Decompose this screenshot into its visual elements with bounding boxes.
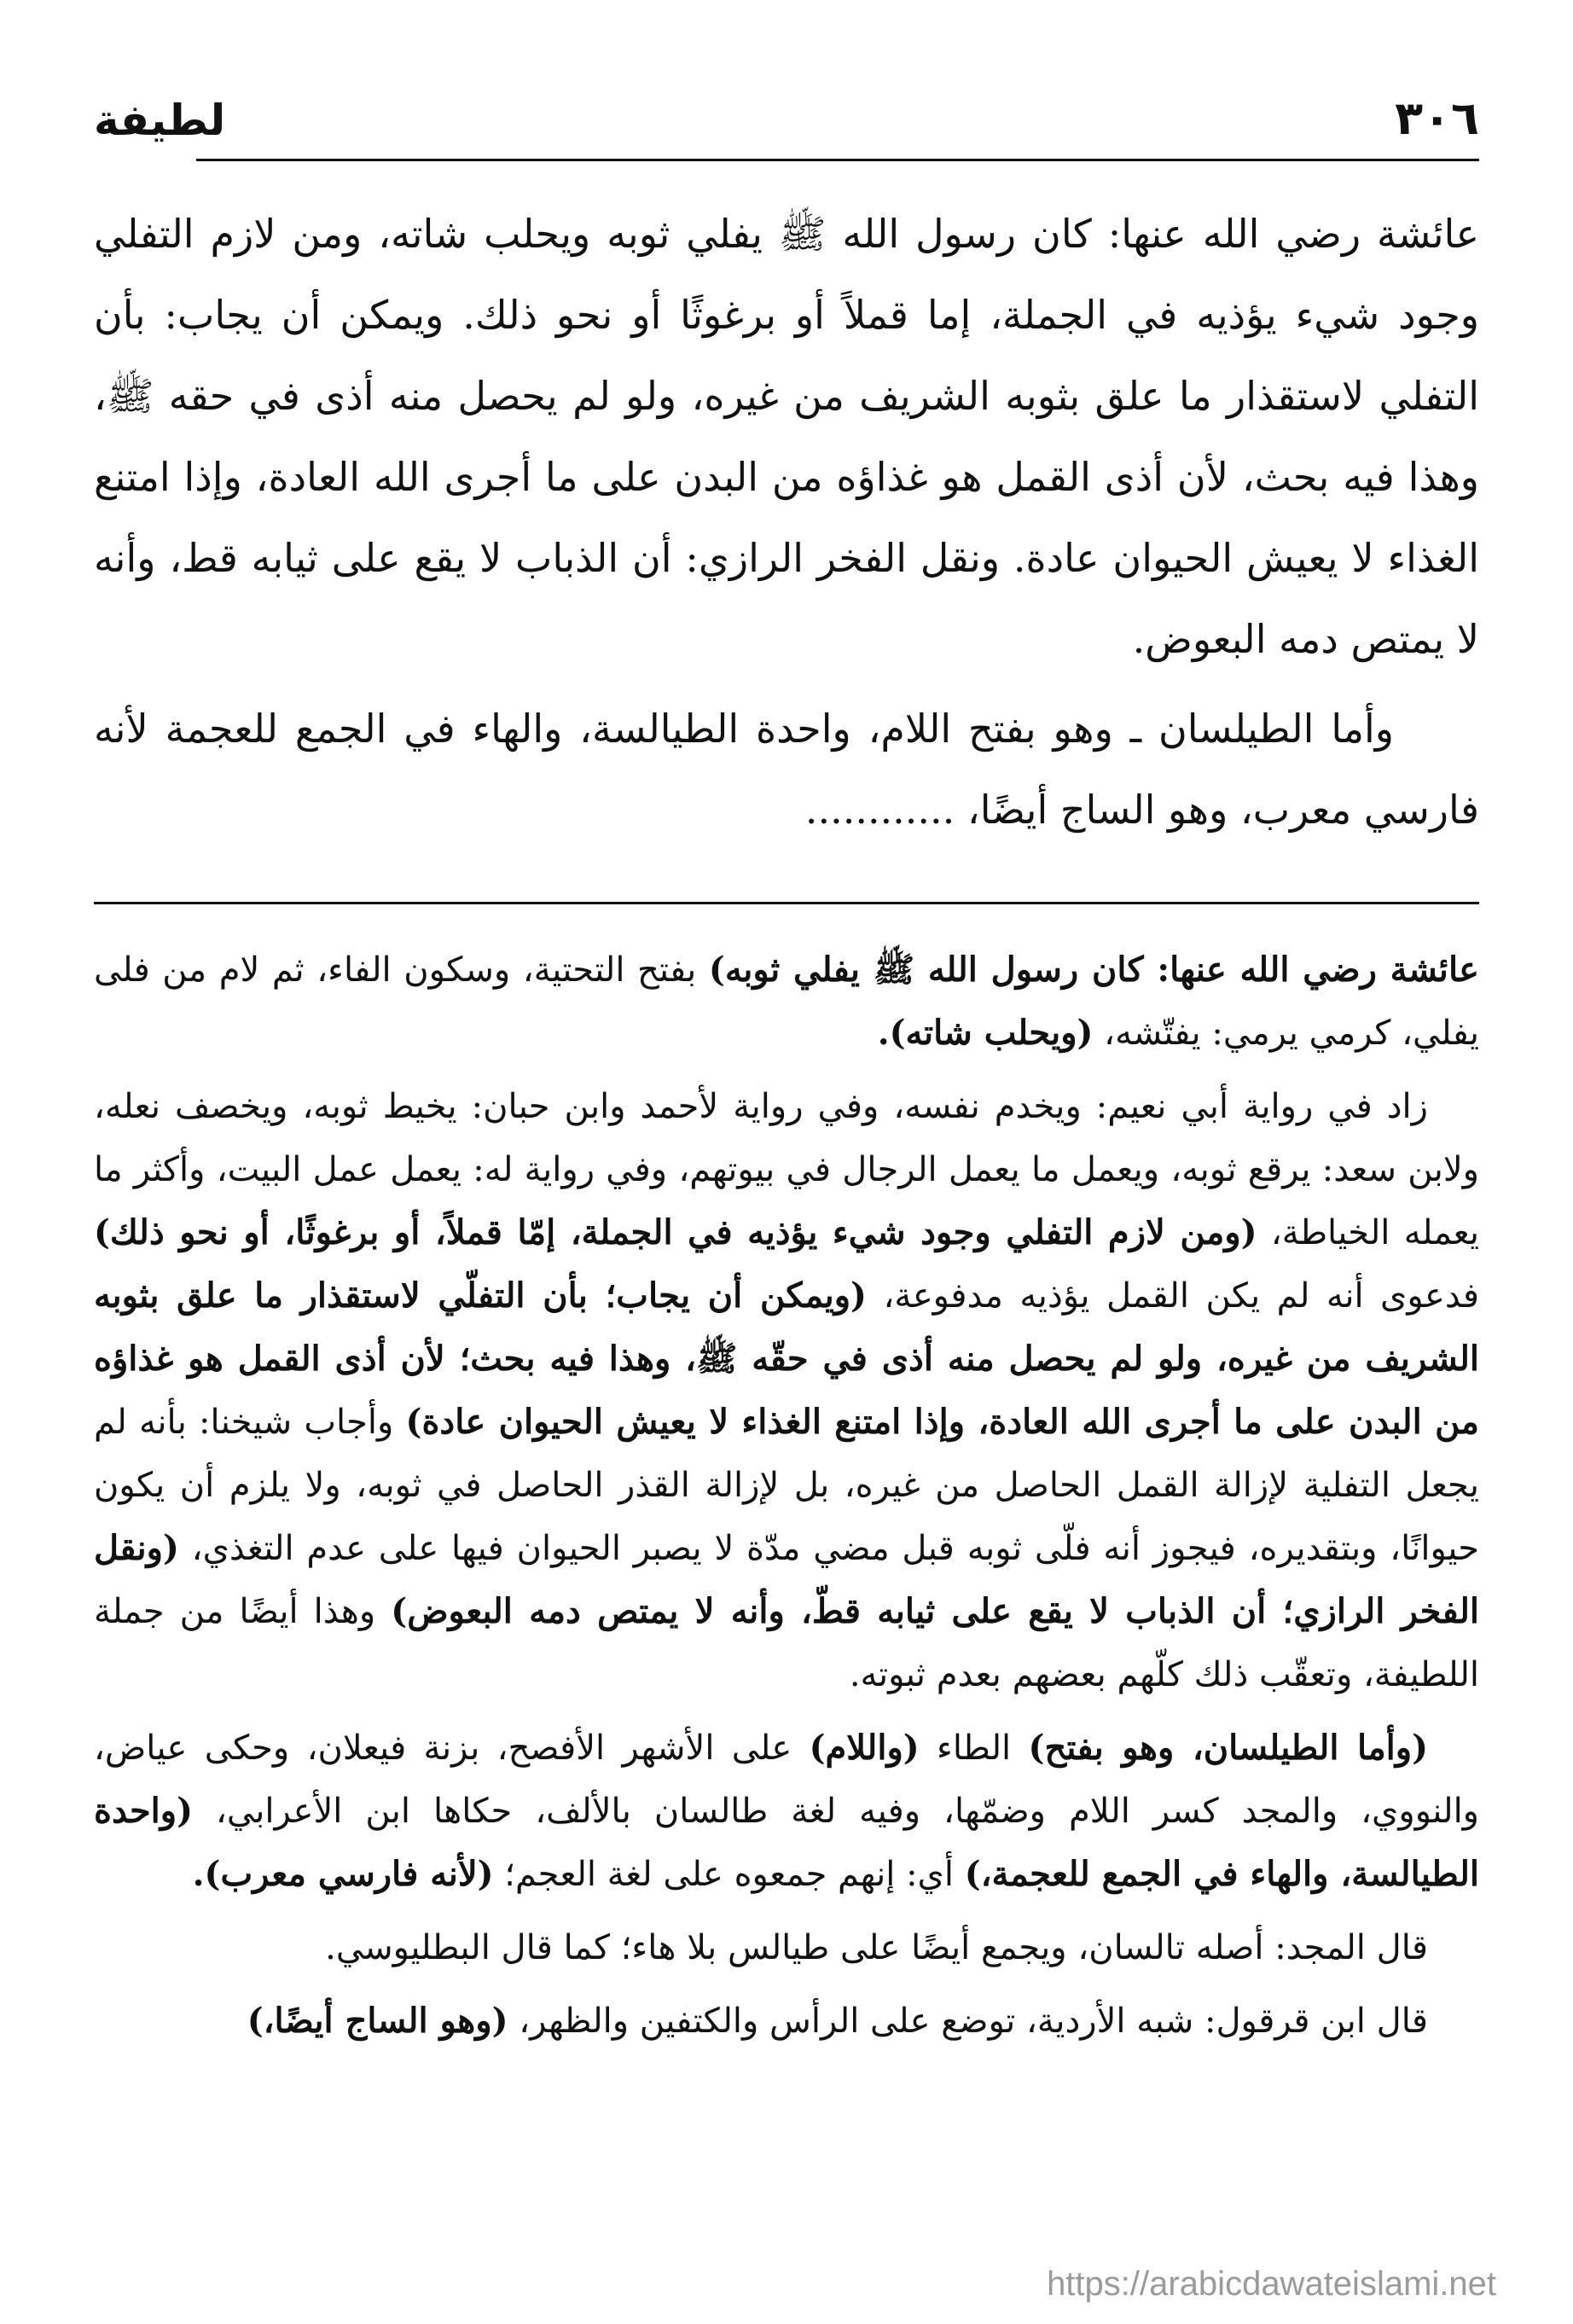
header-rule <box>196 159 1479 161</box>
quoted-matn: عائشة رضي الله عنها: كان رسول الله ﷺ يفلي ثوبه) <box>708 950 1479 990</box>
quoted-matn: (وهو الساج أيضًا،) <box>247 2001 508 2041</box>
quoted-matn: (واللام) <box>809 1728 920 1768</box>
commentary-span: قال ابن قرقول: شبه الأردية، توضع على الرأس والكتفين والظهر، <box>508 2002 1428 2041</box>
commentary-paragraph-5 <box>94 1990 1479 2053</box>
quoted-matn: (وأما الطيلسان، وهو بفتح) <box>1028 1728 1428 1768</box>
commentary-span: بفتح التحتية، وسكون الفاء، ثم لام من فلى يفلي، كرمي يرمي: يفتّشه، <box>94 950 1479 1053</box>
commentary-span: وأجاب شيخنا: بأنه لم يجعل التفلية لإزالة القمل الحاصل من غيره، بل لإزالة القذر الحاصل في ثوبه، ولا يلزم أن يكون حيوانًا، وبتقديره، فيجوز أنه فلّى ثوبه قبل مضي مدّة لا يصبر الحيوان فيها على عدم التغذي، <box>94 1403 1479 1568</box>
commentary-span: فدعوى أنه لم يكن القمل يؤذيه مدفوعة، <box>866 1276 1479 1316</box>
page-header <box>94 85 1479 145</box>
main-paragraph-2 <box>94 688 1479 851</box>
main-paragraph-1: عائشة رضي الله عنها: كان رسول الله ﷺ يفلي ثوبه ويحلب شاته، ومن لازم التفلي وجود شيء يؤذيه في الجملة، إما قملاً أو برغوثًا أو نحو ذلك. ويمكن أن يجاب: بأن التفلي لاستقذار ما علق بثوبه الشريف من غيره، ولو لم يحصل منه أذى في حقه ﷺ، وهذا فيه بحث، لأن أذى القمل هو غذاؤه من البدن على ما أجرى الله العادة، وإذا امتنع الغذاء لا يعيش الحيوان عادة. ونقل الفخر الرازي: أن الذباب لا يقع على ثيابه قط، وأنه لا يمتص دمه البعوض. <box>94 211 1479 662</box>
commentary-span: زاد في رواية أبي نعيم: ويخدم نفسه، وفي رواية لأحمد وابن حبان: يخيط ثوبه، ويخصف نعله، ولابن سعد: يرقع ثوبه، ويعمل ما يعمل الرجال في بيوتهم، وفي رواية له: يعمل عمل البيت، وأكثر ما يعمله الخياطة، <box>94 1087 1479 1252</box>
commentary-span: الطاء <box>919 1728 1029 1768</box>
main-paragraph-2-text: وأما الطيلسان ـ وهو بفتح اللام، واحدة الطيالسة، والهاء في الجمع للعجمة لأنه فارسي معرب، وهو الساج أيضًا، <box>94 706 1479 833</box>
quoted-matn: (ونقل الفخر الرازي؛ أن الذباب لا يقع على ثيابه قطّ، وأنه لا يمتص دمه البعوض) <box>94 1528 1480 1631</box>
commentary-paragraph-3 <box>94 1717 1479 1906</box>
commentary-text <box>94 938 1479 2053</box>
quoted-matn: (ويحلب شاته). <box>877 1013 1094 1053</box>
running-title: لطيفة <box>94 96 226 145</box>
page-number: ٣٠٦ <box>1395 91 1479 145</box>
commentary-separator <box>94 902 1479 904</box>
commentary-paragraph-4: قال المجد: أصله تالسان، ويجمع أيضًا على طيالس بلا هاء؛ كما قال البطليوسي. <box>325 1928 1428 1967</box>
continuation-dots: ............ <box>804 787 955 833</box>
quoted-matn: (لأنه فارسي معرب). <box>192 1854 494 1894</box>
commentary-span: أي: إنهم جمعوه على لغة العجم؛ <box>493 1855 965 1894</box>
commentary-paragraph-1 <box>94 938 1479 1065</box>
commentary-span: على الأشهر الأفصح، بزنة فيعلان، وحكى عياض، والنووي، والمجد كسر اللام وضمّها، وفيه لغة طالسان بالألف، حكاها ابن الأعرابي، <box>94 1728 1479 1831</box>
quoted-matn: (ويمكن أن يجاب؛ بأن التفلّي لاستقذار ما علق بثوبه الشريف من غيره، ولو لم يحصل منه أذى في حقّه ﷺ، وهذا فيه بحث؛ لأن أذى القمل هو غذاؤه من البدن على ما أجرى الله العادة، وإذا امتنع الغذاء لا يعيش الحيوان عادة) <box>94 1275 1479 1442</box>
main-text <box>94 194 1479 851</box>
commentary-paragraph-2 <box>94 1075 1479 1706</box>
commentary-span: وهذا أيضًا من جملة اللطيفة، وتعقّب ذلك كلّهم بعضهم بعدم ثبوته. <box>94 1592 1479 1694</box>
quoted-matn: (ومن لازم التفلي وجود شيء يؤذيه في الجملة، إمّا قملاً، أو برغوثًا، أو نحو ذلك) <box>94 1212 1257 1252</box>
source-watermark: https://arabicdawateislami.net <box>1047 2265 1496 2303</box>
quoted-matn: (واحدة الطيالسة، والهاء في الجمع للعجمة،) <box>94 1791 1479 1894</box>
